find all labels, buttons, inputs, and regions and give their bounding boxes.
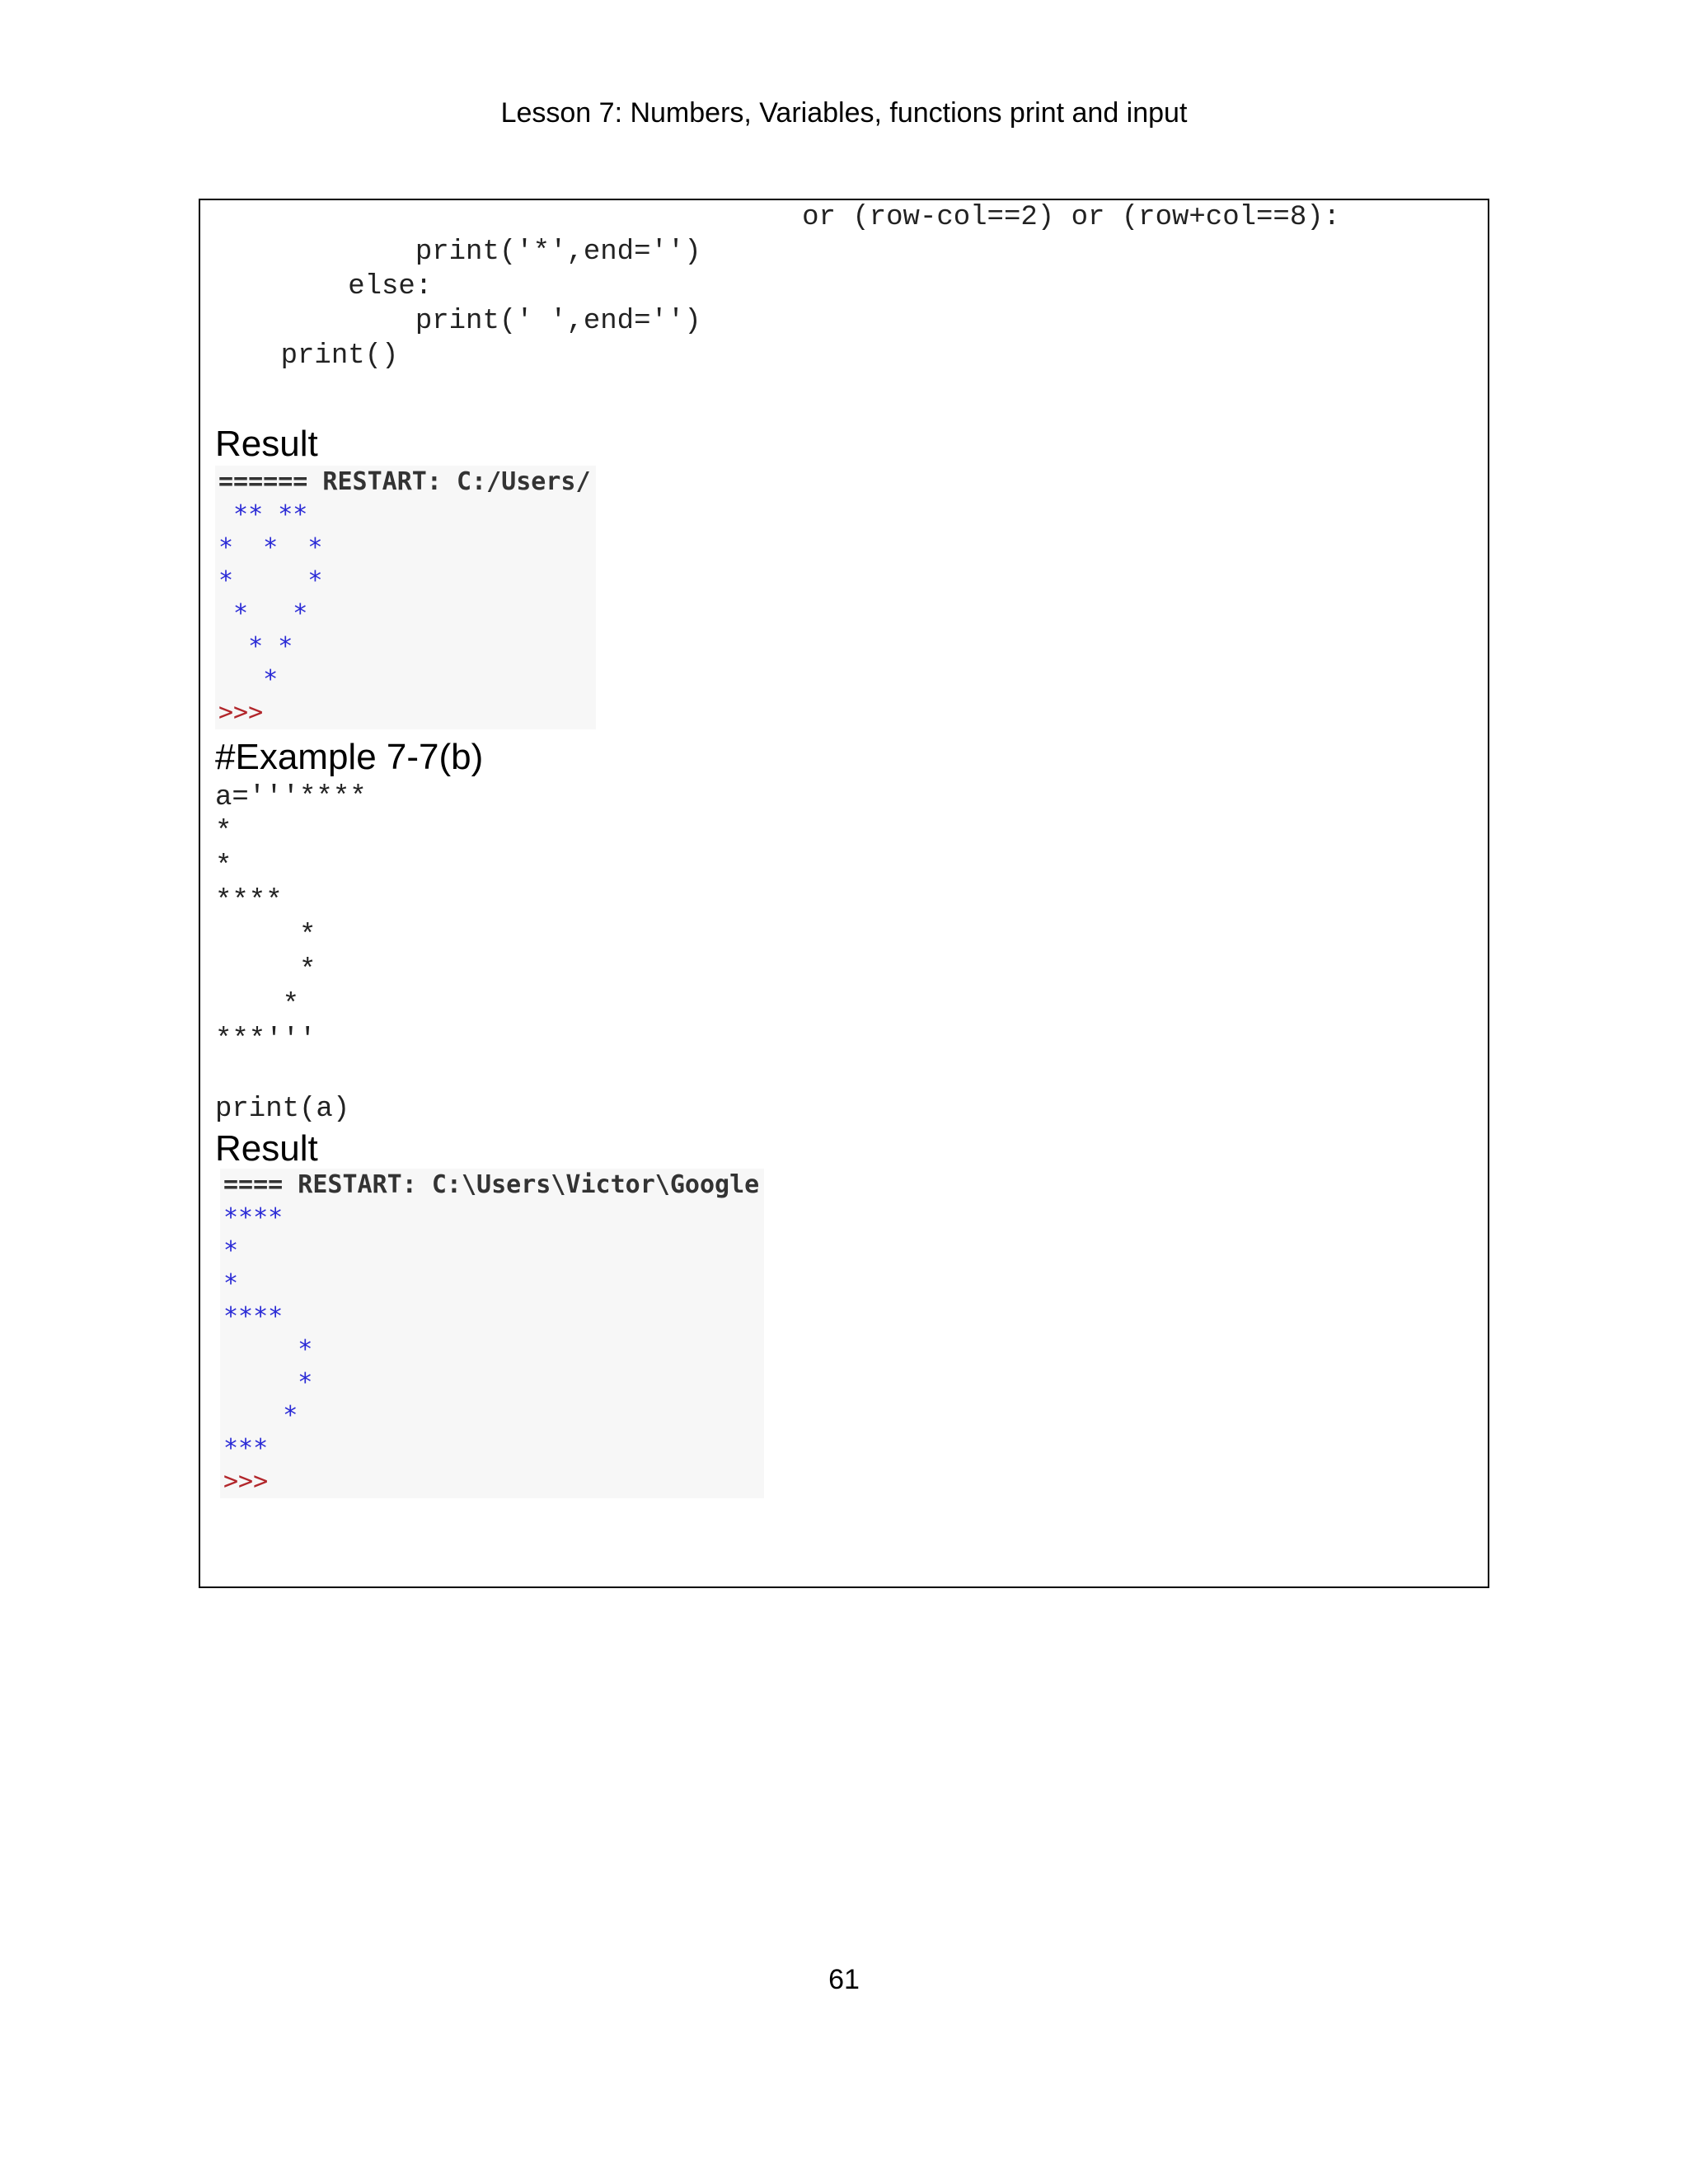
example-code: [215, 780, 367, 1127]
code-line: *: [215, 851, 232, 883]
code-line: *: [215, 921, 316, 952]
output-line: *: [223, 1368, 313, 1397]
output-line: ***: [223, 1434, 269, 1463]
output-line: *: [223, 1401, 298, 1430]
output-line: *: [223, 1236, 239, 1265]
output-line: *: [218, 665, 279, 694]
code-line: *: [215, 817, 232, 848]
code-line: ****: [215, 886, 283, 917]
code-line: print('*',end=''): [213, 237, 701, 268]
page-header: Lesson 7: Numbers, Variables, functions print and input: [500, 97, 1188, 129]
code-line: else:: [213, 271, 433, 302]
shell-prompt: >>>: [223, 1467, 269, 1496]
shell-prompt: >>>: [218, 698, 264, 727]
output-line: * * *: [218, 533, 323, 562]
output-line: * *: [218, 632, 293, 661]
page-number: 61: [828, 1964, 860, 1995]
example-heading: #Example 7-7(b): [215, 737, 484, 777]
code-line: ***''': [215, 1024, 316, 1056]
restart-line: ====== RESTART: C:/Users/: [218, 467, 591, 496]
result-heading: Result: [215, 1128, 318, 1169]
output-line: *: [223, 1335, 313, 1364]
output-line: ****: [223, 1302, 284, 1331]
code-line: print(): [213, 340, 399, 372]
restart-line: ==== RESTART: C:\Users\Victor\Google: [223, 1170, 760, 1199]
code-line: print(a): [215, 1094, 350, 1125]
code-line: or (row-col==2) or (row+col==8):: [213, 202, 1341, 233]
output-line: *: [223, 1269, 239, 1298]
shell-output-1: [215, 466, 596, 729]
result-heading: Result: [215, 424, 318, 464]
output-line: * *: [218, 566, 323, 595]
output-line: ** **: [218, 500, 308, 529]
shell-output-2: [220, 1169, 764, 1498]
code-line: *: [215, 955, 316, 987]
content-frame: [199, 199, 1489, 1588]
code-block-continuation: [213, 200, 1340, 373]
code-line: a='''****: [215, 782, 367, 813]
code-line: *: [215, 990, 300, 1021]
output-line: ****: [223, 1203, 284, 1232]
code-line: print(' ',end=''): [213, 306, 701, 337]
output-line: * *: [218, 599, 308, 628]
